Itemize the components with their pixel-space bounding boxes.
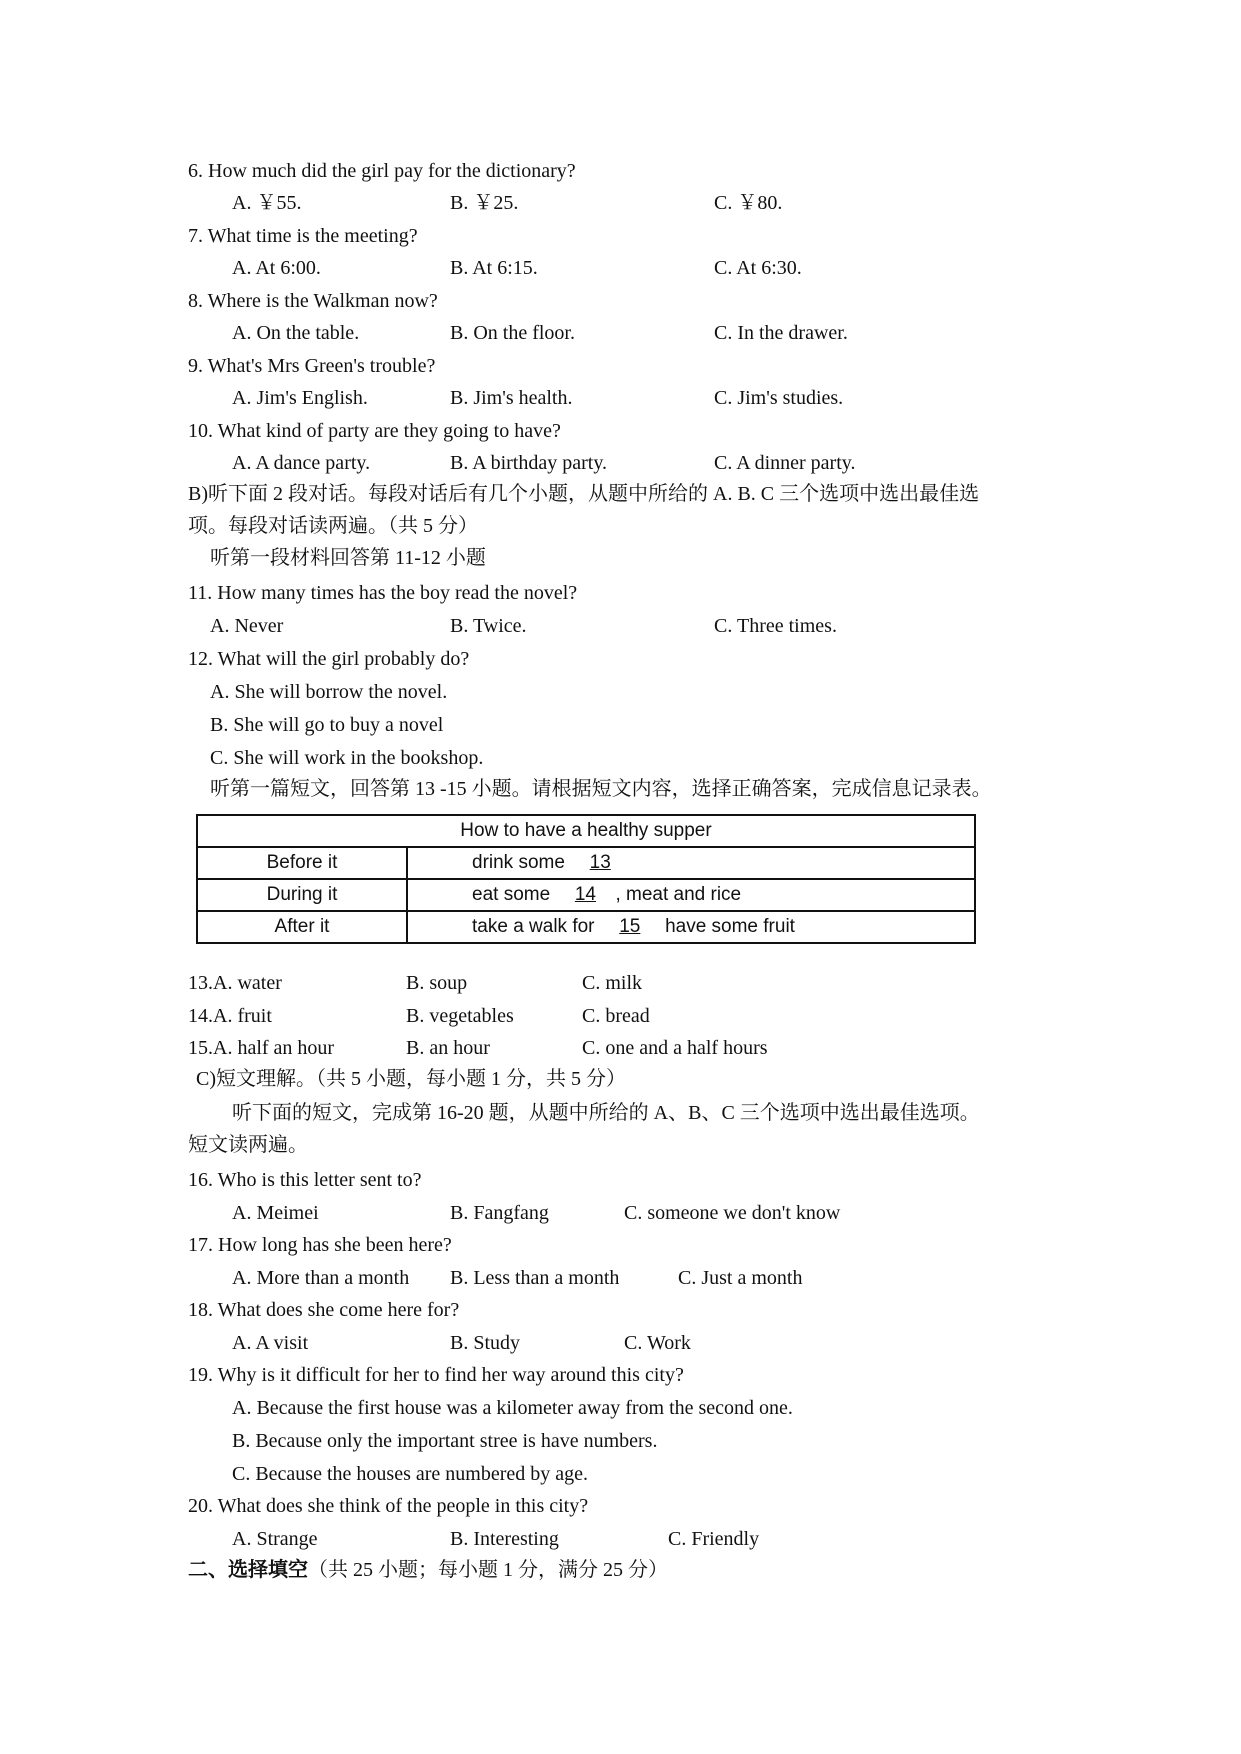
answer-blank: 15 bbox=[619, 916, 641, 937]
option-6b: B. ￥25. bbox=[450, 192, 519, 214]
passage-note: 听第一篇短文，回答第 13 -15 小题。请根据短文内容，选择正确答案，完成信息记录表。 bbox=[210, 778, 992, 800]
option-7b: B. At 6:15. bbox=[450, 257, 538, 279]
row-label: After it bbox=[197, 911, 407, 943]
option-18a: A. A visit bbox=[232, 1332, 309, 1354]
option-13a: 13.A. water bbox=[188, 972, 282, 994]
option-11b: B. Twice. bbox=[450, 615, 527, 637]
option-8c: C. In the drawer. bbox=[714, 322, 848, 344]
table-row bbox=[197, 911, 975, 943]
question-19: 19. Why is it difficult for her to find her way around this city? bbox=[188, 1364, 684, 1386]
option-10a: A. A dance party. bbox=[232, 452, 371, 474]
option-9c: C. Jim's studies. bbox=[714, 387, 844, 409]
option-12b: B. She will go to buy a novel bbox=[210, 714, 444, 736]
question-18: 18. What does she come here for? bbox=[188, 1299, 460, 1321]
option-16a: A. Meimei bbox=[232, 1202, 319, 1224]
option-19c: C. Because the houses are numbered by age. bbox=[232, 1463, 588, 1485]
row-prefix: take a walk for bbox=[472, 916, 595, 937]
option-20b: B. Interesting bbox=[450, 1528, 559, 1550]
row-label: During it bbox=[197, 879, 407, 911]
option-14b: B. vegetables bbox=[406, 1005, 514, 1027]
table-row bbox=[197, 847, 975, 879]
row-value bbox=[407, 911, 975, 943]
question-11: 11. How many times has the boy read the novel? bbox=[188, 582, 578, 604]
section-c-instruction-2: 短文读两遍。 bbox=[188, 1134, 308, 1156]
section-c-instruction-1: 听下面的短文，完成第 16-20 题，从题中所给的 A、B、C 三个选项中选出最佳选项。 bbox=[232, 1102, 980, 1124]
option-8a: A. On the table. bbox=[232, 322, 360, 344]
info-record-table bbox=[196, 814, 976, 944]
row-suffix: , meat and rice bbox=[615, 884, 742, 905]
option-15a: 15.A. half an hour bbox=[188, 1037, 335, 1059]
option-6c: C. ￥80. bbox=[714, 192, 783, 214]
section-c-heading: C)短文理解。（共 5 小题，每小题 1 分，共 5 分） bbox=[196, 1068, 626, 1090]
part-two-heading bbox=[188, 1557, 668, 1583]
option-16c: C. someone we don't know bbox=[624, 1202, 841, 1224]
option-10c: C. A dinner party. bbox=[714, 452, 856, 474]
option-11c: C. Three times. bbox=[714, 615, 837, 637]
question-17: 17. How long has she been here? bbox=[188, 1234, 452, 1256]
option-9a: A. Jim's English. bbox=[232, 387, 368, 409]
answer-blank: 14 bbox=[574, 884, 596, 905]
option-7a: A. At 6:00. bbox=[232, 257, 321, 279]
part-two-heading-rest: （共 25 小题；每小题 1 分，满分 25 分） bbox=[308, 1559, 668, 1581]
question-9: 9. What's Mrs Green's trouble? bbox=[188, 355, 436, 377]
option-16b: B. Fangfang bbox=[450, 1202, 549, 1224]
option-19b: B. Because only the important stree is have numbers. bbox=[232, 1430, 658, 1452]
table-row bbox=[197, 879, 975, 911]
row-prefix: eat some bbox=[472, 884, 551, 905]
section-b-instruction-1: B)听下面 2 段对话。每段对话后有几个小题，从题中所给的 A. B. C 三个选项中选出最佳选 bbox=[188, 483, 980, 505]
row-value bbox=[407, 879, 975, 911]
answer-blank: 13 bbox=[589, 852, 611, 873]
option-11a: A. Never bbox=[210, 615, 284, 637]
question-7: 7. What time is the meeting? bbox=[188, 225, 418, 247]
option-20c: C. Friendly bbox=[668, 1528, 760, 1550]
row-prefix: drink some bbox=[472, 852, 565, 873]
option-8b: B. On the floor. bbox=[450, 322, 575, 344]
option-18b: B. Study bbox=[450, 1332, 521, 1354]
option-13b: B. soup bbox=[406, 972, 468, 994]
option-15b: B. an hour bbox=[406, 1037, 490, 1059]
row-label: Before it bbox=[197, 847, 407, 879]
option-17a: A. More than a month bbox=[232, 1267, 410, 1289]
option-12c: C. She will work in the bookshop. bbox=[210, 747, 484, 769]
question-10: 10. What kind of party are they going to have? bbox=[188, 420, 561, 442]
option-17b: B. Less than a month bbox=[450, 1267, 620, 1289]
option-15c: C. one and a half hours bbox=[582, 1037, 768, 1059]
option-10b: B. A birthday party. bbox=[450, 452, 608, 474]
table-title: How to have a healthy supper bbox=[197, 815, 975, 847]
option-9b: B. Jim's health. bbox=[450, 387, 573, 409]
section-b-instruction-2: 项。每段对话读两遍。（共 5 分） bbox=[188, 515, 478, 537]
question-12: 12. What will the girl probably do? bbox=[188, 648, 470, 670]
row-suffix: have some fruit bbox=[665, 916, 795, 937]
dialog1-note: 听第一段材料回答第 11-12 小题 bbox=[210, 547, 486, 569]
question-16: 16. Who is this letter sent to? bbox=[188, 1169, 422, 1191]
option-20a: A. Strange bbox=[232, 1528, 318, 1550]
option-17c: C. Just a month bbox=[678, 1267, 803, 1289]
question-6: 6. How much did the girl pay for the dictionary? bbox=[188, 160, 576, 182]
question-20: 20. What does she think of the people in this city? bbox=[188, 1495, 589, 1517]
option-18c: C. Work bbox=[624, 1332, 691, 1354]
option-6a: A. ￥55. bbox=[232, 192, 302, 214]
option-7c: C. At 6:30. bbox=[714, 257, 802, 279]
option-14a: 14.A. fruit bbox=[188, 1005, 272, 1027]
question-8: 8. Where is the Walkman now? bbox=[188, 290, 438, 312]
option-12a: A. She will borrow the novel. bbox=[210, 681, 448, 703]
option-14c: C. bread bbox=[582, 1005, 650, 1027]
row-value bbox=[407, 847, 975, 879]
option-13c: C. milk bbox=[582, 972, 643, 994]
option-19a: A. Because the first house was a kilometer away from the second one. bbox=[232, 1397, 793, 1419]
part-two-heading-bold: 二、选择填空 bbox=[188, 1559, 308, 1581]
